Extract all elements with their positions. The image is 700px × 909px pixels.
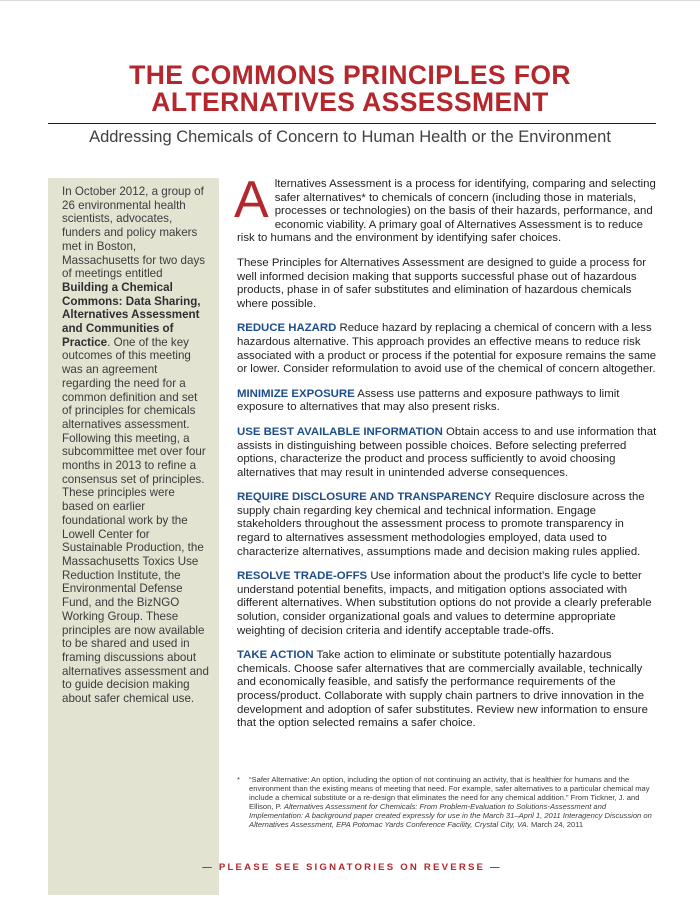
principle-heading: TAKE ACTION: [237, 649, 314, 662]
principle-heading: USE BEST AVAILABLE INFORMATION: [237, 425, 443, 438]
main-content: [234, 171, 657, 742]
principle-minimize-exposure: [237, 388, 657, 415]
footnote-date: March 24, 2011: [530, 819, 584, 829]
intro-paragraph: [234, 171, 657, 246]
principle-text: Reduce hazard by replacing a chemical of concern with a less hazardous alternative. This approach provides an effective means to reduce risk associated with a product or process if the potential for exposure remains the same or lower. Consider reformulation to avoid use of the chemical of concern altogether.: [237, 322, 657, 376]
drop-cap: A: [234, 171, 269, 229]
purpose-paragraph: These Principles for Alternatives Assessment are designed to guide a process for well informed decision making that supports successful phase out of hazardous products, phase in of safer substitutes and elimination of hazardous chemicals where possible.: [237, 256, 647, 310]
page-subtitle: Addressing Chemicals of Concern to Human Health or the Environment: [89, 128, 611, 146]
principle-text: Use information about the product’s life cycle to better understand potential benefits, impacts, and mitigation options associated with different alternatives. When substitution options do not provide a clearly preferable solution, consider organizational goals and values to determine appropriate weighting of decision criteria and identify acceptable trade-offs.: [237, 570, 652, 637]
principle-reduce-hazard: [237, 322, 657, 376]
sidebar-text: [62, 185, 209, 706]
principle-heading: MINIMIZE EXPOSURE: [237, 387, 355, 400]
top-border: [0, 0, 700, 1]
principle-text: Take action to eliminate or substitute potentially hazardous chemicals. Choose safer alternatives that are commercially available, technically and economically feasible, and satisfy the performance requirements of the process/product. Collaborate with supply chain partners to drive innovation in the development and adoption of safer substitutes. Review new information to ensure that the option selected remains a safer choice.: [237, 649, 648, 730]
principle-text: Require disclosure across the supply chain regarding key chemical and technical information. Engage stakeholders throughout the assessment process to promote transparency in regard to alternatives assessment methodologies employed, data used to characterize alternatives, assumptions made and decision making rules applied.: [237, 491, 645, 558]
principle-trade-offs: [237, 570, 657, 638]
title-divider: [48, 123, 656, 124]
sidebar-meeting-title: Building a Chemical Commons: Data Sharing, Alternatives Assessment and Communities of Practice: [62, 280, 201, 349]
principle-best-information: [237, 426, 657, 480]
principle-disclosure: [237, 491, 657, 559]
sidebar-text-before: In October 2012, a group of 26 environmental health scientists, advocates, funders and policy makers met in Boston, Massachusetts for two days of meetings entitled: [62, 185, 206, 281]
principle-text: Obtain access to and use information that assists in distinguishing between possible choices. Before selecting preferred options, characterize the product and process sufficiently to avoid choosing alternatives that may result in unintended adverse consequences.: [237, 425, 657, 479]
title-line-1: THE COMMONS PRINCIPLES FOR: [129, 60, 571, 90]
principle-take-action: [237, 649, 657, 731]
principle-text: Assess use patterns and exposure pathways to limit exposure to alternatives that may also present risks.: [237, 387, 620, 414]
title-line-2: ALTERNATIVES ASSESSMENT: [151, 87, 549, 117]
principle-heading: REQUIRE DISCLOSURE AND TRANSPARENCY: [237, 491, 492, 504]
principle-heading: RESOLVE TRADE-OFFS: [237, 570, 368, 583]
reverse-note: — PLEASE SEE SIGNATORIES ON REVERSE —: [202, 862, 502, 873]
principle-heading: REDUCE HAZARD: [237, 322, 337, 335]
page-title: [60, 62, 640, 116]
footnote-text: “Safer Alternative: An option, including the option of not continuing an activity, that is healthier for humans and the environment than the existing means of meeting that need. For example, safer alternatives to a particular chemical may include a chemical substitute or a re-design that eliminates the need for any chemical addition.” From Tickner, J. and Ellison, P.: [249, 775, 650, 811]
footnote-body: [249, 776, 657, 829]
footnote: [237, 776, 657, 829]
footnote-citation: Alternatives Assessment for Chemicals: From Problem-Evaluation to Solutions-Assessment and Implementation: A background paper created expressly for use in the March 31–April 1, 2011 Interagency Discussion on Alternatives Assessment, EPA Potomac Yards Conference Facility, Crystal City, VA.: [249, 801, 652, 829]
footnote-mark: *: [237, 775, 240, 784]
sidebar-text-after: . One of the key outcomes of this meeting was an agreement regarding the need for a common definition and set of principles for chemicals alternatives assessment. Following this meeting, a subcommittee met over four months in 2013 to refine a consensus set of principles. These principles were based on earlier foundational work by the Lowell Center for Sustainable Production, the Massachusetts Toxics Use Reduction Institute, the Environmental Defense Fund, and the BizNGO Working Group. These principles are now available to be shared and used in framing discussions about alternatives assessment and to guide decision making about safer chemical use.: [62, 335, 209, 706]
intro-text: lternatives Assessment is a process for identifying, comparing and selecting safer alternatives* to chemicals of concern (including those in materials, processes or technologies) on the basis of their hazards, performance, and economic viability. A primary goal of Alternatives Assessment is to reduce risk to humans and the environment by identifying safer choices.: [237, 178, 656, 245]
